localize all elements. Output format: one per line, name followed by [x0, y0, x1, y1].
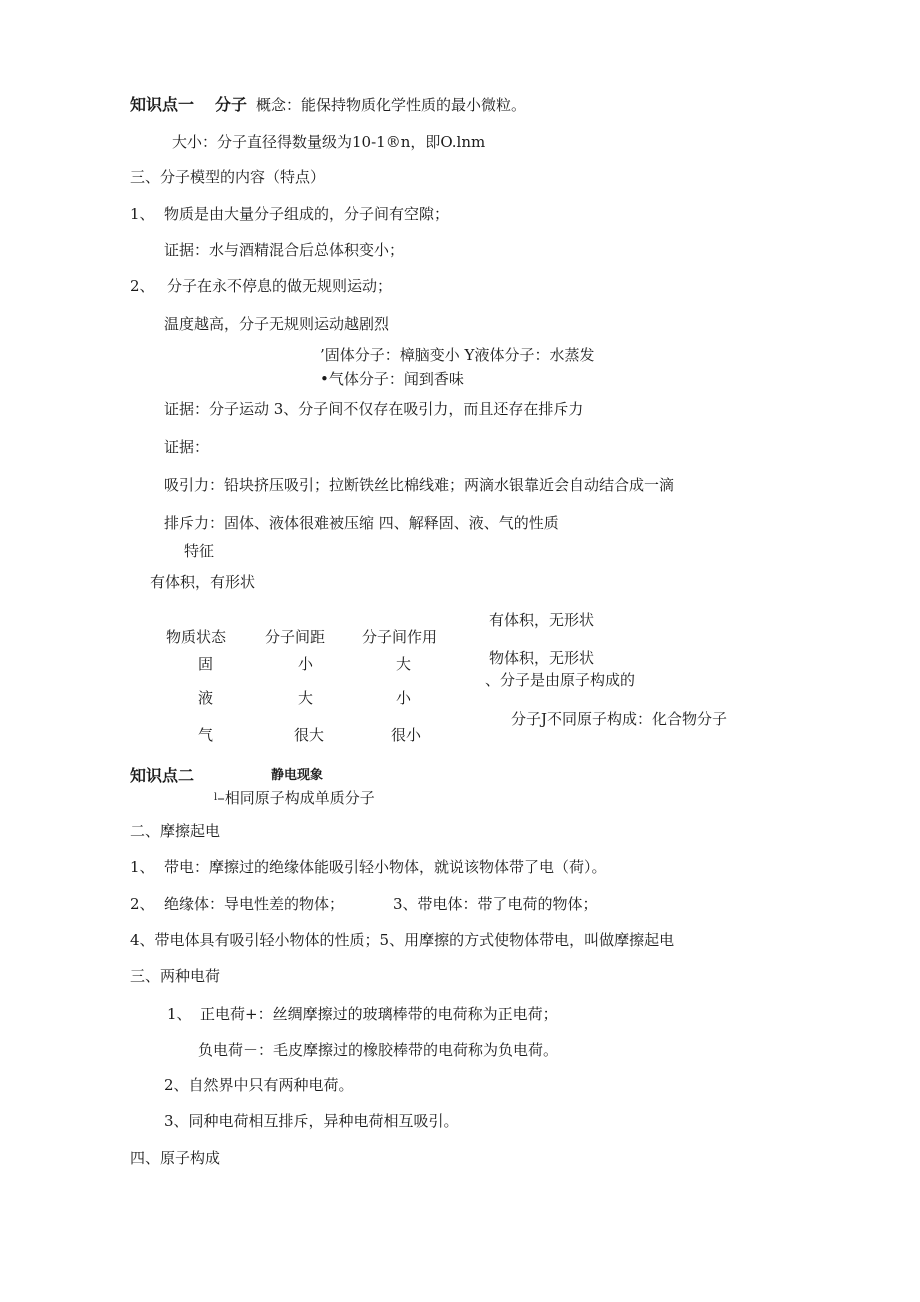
table-cell: 固 [198, 655, 214, 673]
item2-number: 2、 [130, 277, 155, 295]
table-cell: 很小 [391, 726, 422, 744]
friction-item3: 3、带电体：带了电荷的物体； [393, 895, 598, 913]
liquid-feature: 有体积，无形状 [489, 611, 595, 629]
solid-feature: 有体积，有形状 [150, 573, 256, 591]
element-molecule-note [214, 789, 375, 807]
temperature-note: 温度越高，分子无规则运动越剧烈 [164, 315, 390, 333]
table-cell: 气 [198, 726, 214, 744]
gas-feature: 物体积，无形状 [489, 649, 595, 667]
element-mark: l [214, 792, 218, 803]
section-two-charges: 三、两种电荷 [130, 967, 221, 985]
table-cell: 小 [396, 689, 412, 707]
friction-item1: 带电：摩擦过的绝缘体能吸引轻小物体，就说该物体带了电（荷）。 [164, 858, 607, 876]
table-cell: 小 [298, 655, 314, 673]
kp1-title: 知识点一 [130, 95, 195, 114]
table-cell: 液 [198, 689, 214, 707]
kp1-concept: 概念：能保持物质化学性质的最小微粒。 [256, 96, 527, 114]
kp1-subtitle: 分子 [215, 95, 248, 114]
positive-charge: 正电荷+：丝绸摩擦过的玻璃棒带的电荷称为正电荷； [200, 1005, 558, 1023]
molecule-atom-note: 、分子是由原子构成的 [485, 671, 636, 689]
element-molecule-text: –相同原子构成单质分子 [217, 789, 375, 807]
table-header: 分子间作用 [362, 628, 438, 646]
gas-note: •气体分子：闻到香味 [320, 370, 464, 388]
table-cell: 很大 [294, 726, 325, 744]
item1-text: 物质是由大量分子组成的，分子间有空隙； [164, 205, 450, 223]
friction-item2-number: 2、 [130, 895, 155, 913]
section-molecule-model: 三、分子模型的内容（特点） [130, 168, 326, 186]
charges-item3: 3、同种电荷相互排斥，异种电荷相互吸引。 [164, 1112, 459, 1130]
item2-text: 分子在永不停息的做无规则运动； [167, 277, 393, 295]
table-cell: 大 [396, 655, 412, 673]
friction-item45: 4、带电体具有吸引轻小物体的性质；5、用摩擦的方式使物体带电，叫做摩擦起电 [130, 931, 675, 949]
solid-liquid-note: ’固体分子：樟脑变小 Y液体分子：水蒸发 [320, 346, 595, 364]
charges-item2: 2、自然界中只有两种电荷。 [164, 1076, 354, 1094]
evidence-motion-line: 证据：分子运动 3、分子间不仅存在吸引力，而且还存在排斥力 [164, 400, 584, 418]
compound-molecule-note: 分子J不同原子构成：化合物分子 [511, 710, 728, 728]
section-friction: 二、摩擦起电 [130, 822, 221, 840]
kp1-size: 大小：分子直径得数量级为10-1®n，即O.lnm [172, 133, 486, 151]
feature-label: 特征 [184, 542, 215, 560]
table-cell: 大 [298, 689, 314, 707]
item1-number: 1、 [130, 205, 155, 223]
friction-item2: 绝缘体：导电性差的物体； [164, 895, 345, 913]
table-header: 分子间距 [265, 628, 326, 646]
table-header: 物质状态 [166, 628, 227, 646]
kp2-subtitle: 静电现象 [271, 768, 324, 783]
repulsion-note: 排斥力：固体、液体很难被压缩 四、解释固、液、气的性质 [164, 514, 559, 532]
negative-charge: 负电荷－：毛皮摩擦过的橡胶棒带的电荷称为负电荷。 [198, 1041, 559, 1059]
friction-item1-number: 1、 [130, 858, 155, 876]
kp2-title: 知识点二 [130, 766, 195, 785]
item1-evidence: 证据：水与酒精混合后总体积变小； [164, 241, 405, 259]
section-atom-structure: 四、原子构成 [130, 1149, 221, 1167]
evidence-label: 证据： [164, 438, 210, 456]
charges-item1-number: 1、 [167, 1005, 192, 1023]
attraction-note: 吸引力：铅块挤压吸引；拉断铁丝比棉线难；两滴水银靠近会自动结合成一滴 [164, 476, 675, 494]
